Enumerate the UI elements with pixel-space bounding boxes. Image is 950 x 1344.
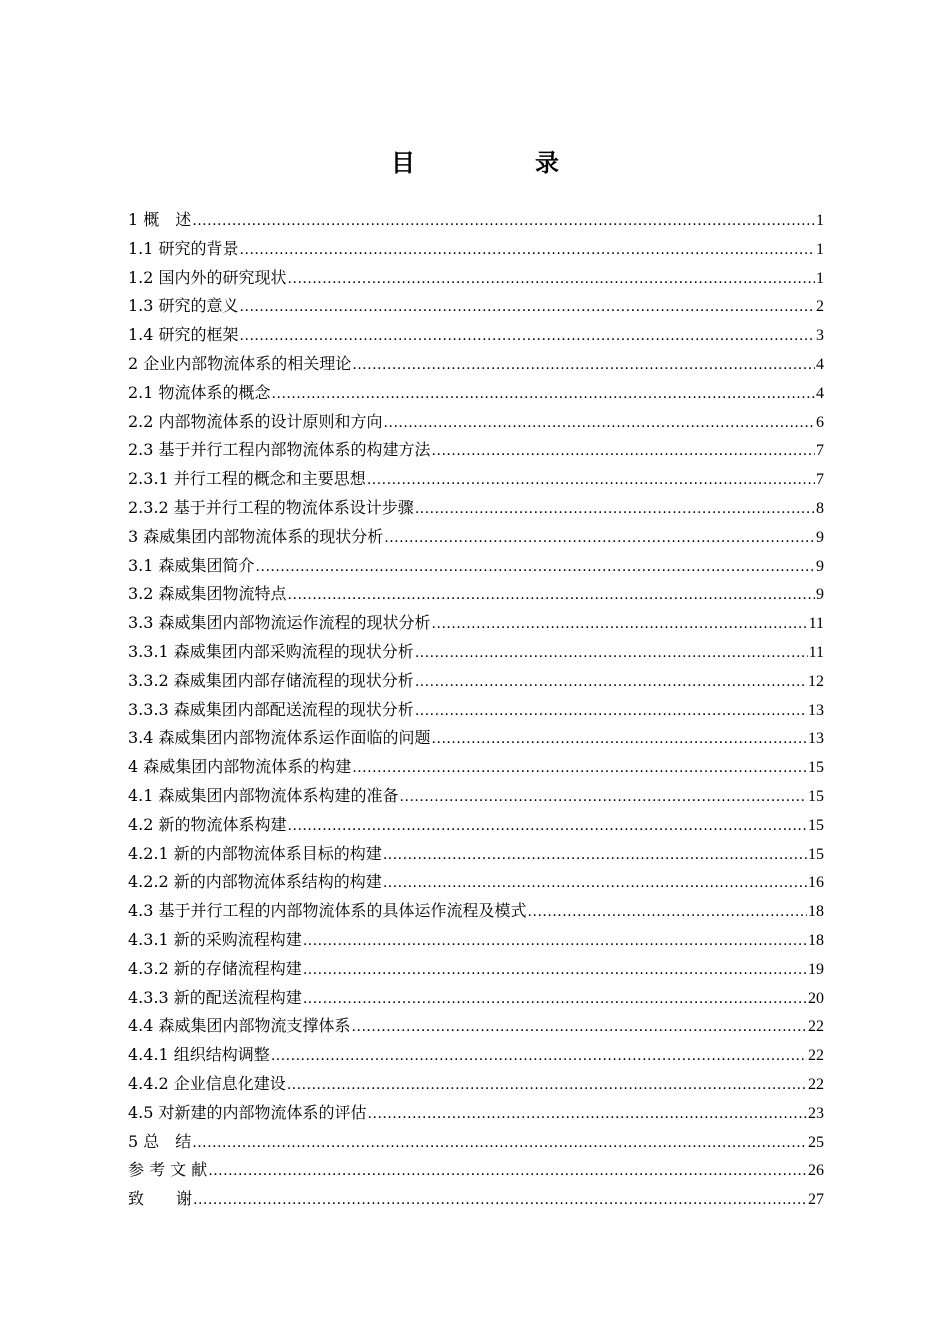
toc-entry-page: 22 [808,1075,824,1093]
toc-dot-leader [271,1042,807,1071]
toc-entry[interactable] [128,724,824,753]
toc-entry[interactable] [128,868,824,897]
toc-entry-label: 2 企业内部物流体系的相关理论 [128,353,352,373]
toc-entry[interactable] [128,436,824,465]
toc-entry[interactable] [128,206,824,235]
toc-entry[interactable] [128,811,824,840]
toc-entry-page: 1 [816,269,824,287]
toc-entry-page: 11 [808,615,824,633]
toc-entry-page: 8 [816,499,824,517]
toc-entry-page: 15 [808,816,824,834]
toc-dot-leader [528,898,807,927]
toc-entry-page: 9 [816,586,824,604]
toc-entry-page: 15 [808,845,824,863]
toc-entry[interactable] [128,1012,824,1041]
toc-entry-page: 16 [808,874,824,892]
toc-entry-page: 15 [808,759,824,777]
toc-entry-page: 13 [808,701,824,719]
toc-entry-label: 4.4 森威集团内部物流支撑体系 [128,1016,351,1036]
toc-entry-label: 4.3 基于并行工程的内部物流体系的具体运作流程及模式 [128,901,527,921]
toc-entry-page: 13 [808,730,824,748]
toc-dot-leader [400,783,807,812]
toc-entry[interactable] [128,1156,824,1185]
toc-entry-page: 26 [808,1162,824,1180]
toc-dot-leader [352,754,807,783]
toc-entry-page: 19 [808,960,824,978]
toc-entry-page: 1 [816,212,824,229]
toc-entry-label: 1.4 研究的框架 [128,325,239,345]
toc-title: 目 录 [391,149,607,177]
toc-entry-page: 27 [808,1191,824,1209]
toc-entry[interactable] [128,667,824,696]
toc-entry-page: 1 [816,240,824,258]
toc-dot-leader [432,610,808,639]
toc-entry[interactable] [128,609,824,638]
toc-entry[interactable] [128,782,824,811]
toc-entry-label: 1.3 研究的意义 [128,296,239,316]
toc-entry[interactable] [128,408,824,437]
toc-dot-leader [193,1186,807,1215]
toc-entry-page: 11 [808,643,824,661]
toc-entry-label: 4.2.1 新的内部物流体系目标的构建 [128,843,382,863]
toc-entry-page: 4 [816,355,824,373]
toc-entry-page: 9 [816,528,824,546]
toc-entry[interactable] [128,292,824,321]
toc-entry-page: 23 [808,1104,824,1122]
toc-dot-leader [256,553,815,582]
toc-entry[interactable] [128,1041,824,1070]
toc-entry-label: 4.1 森威集团内部物流体系构建的准备 [128,785,399,805]
toc-dot-leader [288,265,815,294]
toc-dot-leader [240,236,815,265]
toc-entry-label: 参 考 文 献 [128,1160,208,1180]
toc-dot-leader [367,466,815,495]
toc-entry-label: 1.2 国内外的研究现状 [128,267,287,287]
toc-entry-label: 4.3.1 新的采购流程构建 [128,929,302,949]
toc-dot-leader [288,581,815,610]
toc-dot-leader [415,495,815,524]
toc-entry-page: 2 [816,298,824,316]
toc-dot-leader [272,380,815,409]
toc-entry-label: 3.2 森威集团物流特点 [128,584,287,604]
toc-entry-label: 3.4 森威集团内部物流体系运作面临的问题 [128,728,431,748]
toc-dot-leader [352,1013,807,1042]
toc-entry-label: 3.3 森威集团内部物流运作流程的现状分析 [128,613,431,633]
toc-entry-page: 22 [808,1047,824,1065]
toc-entry-page: 12 [808,672,824,690]
toc-entry-label: 4 森威集团内部物流体系的构建 [128,757,352,777]
toc-dot-leader [192,1129,807,1158]
toc-entry[interactable] [128,955,824,984]
toc-dot-leader [352,351,815,380]
toc-entry-label: 1 概 述 [128,210,192,229]
toc-entry-page: 6 [816,413,824,431]
toc-entry-page: 18 [808,931,824,949]
toc-entry[interactable] [128,264,824,293]
toc-entry[interactable] [128,552,824,581]
toc-dot-leader [303,956,807,985]
toc-entry[interactable] [128,926,824,955]
toc-dot-leader [432,437,815,466]
toc-dot-leader [208,1157,807,1186]
toc-entry-label: 5 总 结 [128,1131,192,1151]
toc-entry-page: 18 [808,903,824,921]
toc-entry[interactable] [128,1099,824,1128]
toc-entry[interactable] [128,465,824,494]
toc-entry-page: 22 [808,1018,824,1036]
toc-entry-label: 4.5 对新建的内部物流体系的评估 [128,1102,367,1122]
toc-entry-page: 9 [816,557,824,575]
toc-entry-label: 4.3.2 新的存储流程构建 [128,958,302,978]
toc-entry[interactable] [128,523,824,552]
toc-entry-page: 20 [808,989,824,1007]
toc-dot-leader [383,869,807,898]
toc-dot-leader [240,322,815,351]
toc-entry-page: 7 [816,442,824,460]
toc-list [128,206,824,1214]
toc-entry[interactable] [128,638,824,667]
toc-entry[interactable] [128,696,824,725]
toc-entry[interactable] [128,379,824,408]
toc-entry-page: 7 [816,471,824,489]
toc-dot-leader [432,725,807,754]
toc-entry-label: 1.1 研究的背景 [128,238,239,258]
toc-entry[interactable] [128,840,824,869]
toc-entry-label: 3.1 森威集团简介 [128,555,255,575]
toc-dot-leader [415,668,807,697]
toc-dot-leader [368,1100,807,1129]
toc-entry-label: 3.3.1 森威集团内部采购流程的现状分析 [128,641,414,661]
toc-entry[interactable] [128,350,824,379]
toc-entry-label: 2.3.1 并行工程的概念和主要思想 [128,469,366,489]
toc-entry-label: 4.3.3 新的配送流程构建 [128,987,302,1007]
toc-dot-leader [383,841,807,870]
toc-dot-leader [303,927,807,956]
toc-entry[interactable] [128,494,824,523]
toc-entry-label: 4.4.1 组织结构调整 [128,1045,270,1065]
toc-entry[interactable] [128,897,824,926]
toc-entry[interactable] [128,1070,824,1099]
toc-entry[interactable] [128,580,824,609]
toc-entry-label: 2.3 基于并行工程内部物流体系的构建方法 [128,440,431,460]
toc-dot-leader [384,409,815,438]
toc-dot-leader [384,524,815,553]
toc-entry[interactable] [128,235,824,264]
toc-entry-label: 2.2 内部物流体系的设计原则和方向 [128,411,383,431]
toc-entry-label: 2.1 物流体系的概念 [128,382,271,402]
toc-entry-page: 25 [808,1133,824,1151]
toc-entry-label: 3 森威集团内部物流体系的现状分析 [128,526,384,546]
toc-entry[interactable] [128,321,824,350]
toc-entry-page: 15 [808,787,824,805]
toc-entry-page: 4 [816,384,824,402]
toc-entry-label: 2.3.2 基于并行工程的物流体系设计步骤 [128,497,414,517]
toc-dot-leader [287,1071,807,1100]
toc-entry-page: 3 [816,327,824,345]
toc-entry-label: 致 谢 [128,1189,193,1209]
toc-dot-leader [415,639,808,668]
toc-entry-label: 4.2.2 新的内部物流体系结构的构建 [128,872,382,892]
toc-dot-leader [415,697,807,726]
toc-dot-leader [303,985,807,1014]
toc-dot-leader [288,812,807,841]
toc-entry-label: 4.4.2 企业信息化建设 [128,1073,286,1093]
toc-entry[interactable] [128,1185,824,1214]
toc-entry-label: 3.3.2 森威集团内部存储流程的现状分析 [128,670,414,690]
toc-dot-leader [240,293,815,322]
toc-entry[interactable] [128,1128,824,1157]
toc-entry[interactable] [128,984,824,1013]
toc-entry[interactable] [128,753,824,782]
toc-entry-label: 4.2 新的物流体系构建 [128,814,287,834]
toc-entry-label: 3.3.3 森威集团内部配送流程的现状分析 [128,699,414,719]
toc-dot-leader [192,207,815,236]
